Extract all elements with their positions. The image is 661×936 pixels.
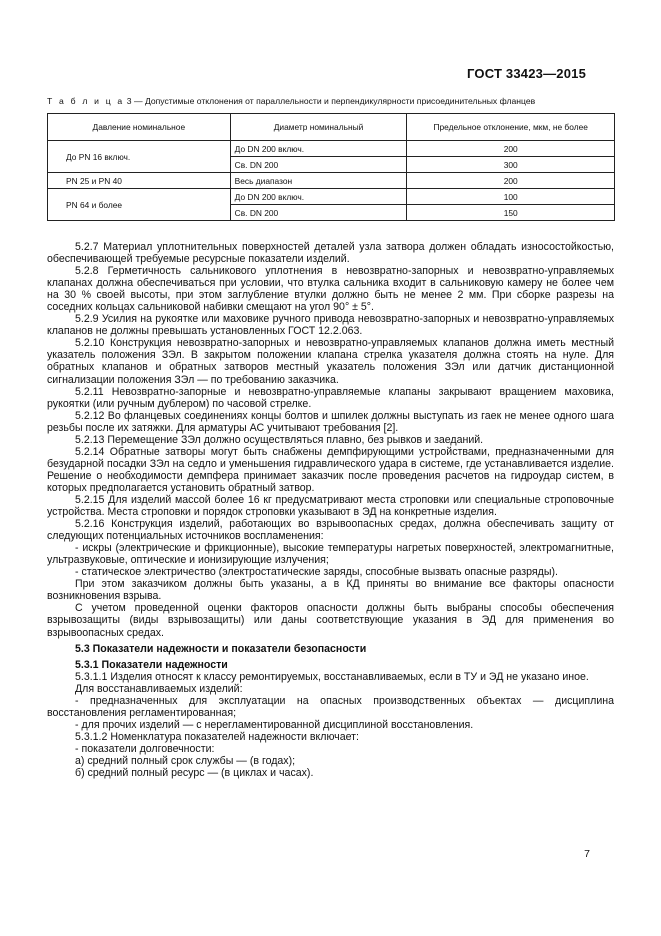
- tolerance-table: [47, 113, 615, 221]
- cell-diameter: До DN 200 включ.: [230, 141, 407, 157]
- paragraph-restorable: Для восстанавливаемых изделий:: [75, 682, 243, 695]
- table-caption: [47, 96, 617, 106]
- paragraph-5-3-1-2: 5.3.1.2 Номенклатура показателей надежности включает:: [75, 730, 359, 743]
- subsection-heading: 5.3.1 Показатели надежности: [75, 658, 228, 671]
- paragraph-5-2-12: 5.2.12 Во фланцевых соединениях концы болтов и шпилек должны выступать из гаек не менее одного шага резьбы после их затяжки. Для арматуры АС учитывают требования [2].: [47, 409, 614, 434]
- cell-value: 150: [407, 205, 615, 221]
- paragraph-5-2-13: 5.2.13 Перемещение ЗЭл должно осуществляться плавно, без рывков и заеданий.: [75, 433, 484, 446]
- cell-diameter: Весь диапазон: [230, 173, 407, 189]
- cell-diameter: До DN 200 включ.: [230, 189, 407, 205]
- cell-diameter: Св. DN 200: [230, 157, 407, 173]
- paragraph-5-2-7: 5.2.7 Материал уплотнительных поверхностей деталей узла затвора должен обладать износостойкостью, обеспечивающей требуемые ресурсные показатели изделий.: [47, 241, 614, 266]
- paragraph-5-2-16: 5.2.16 Конструкция изделий, работающих во взрывоопасных средах, должна обеспечивать защиту от следующих потенциальных источников воспламенения:: [47, 518, 614, 543]
- list-item: - предназначенных для эксплуатации на опасных производственных объектах — дисциплина восстановления регламентированная;: [47, 694, 614, 719]
- cell-pressure: PN 64 и более: [48, 189, 231, 221]
- paragraph-5-2-9: 5.2.9 Усилия на рукоятке или маховике ручного привода невозвратно-запорных и невозвратно-управляемых клапанов не должны превышать установленных ГОСТ 12.2.063.: [47, 313, 614, 338]
- table-caption-text: 3 — Допустимые отклонения от параллельности и перпендикулярности присоединительных фланцев: [126, 96, 536, 106]
- section-heading: 5.3 Показатели надежности и показатели безопасности: [75, 642, 367, 655]
- list-item: - показатели долговечности:: [75, 742, 215, 755]
- paragraph-5-2-15: 5.2.15 Для изделий массой более 16 кг предусматривают места строповки или специальные строповочные устройства. Места строповки и порядок строповки указывают в ЭД на конкретные изделия.: [47, 493, 614, 519]
- table-row: [48, 189, 615, 205]
- header-pressure: Давление номинальное: [48, 114, 231, 141]
- cell-value: 100: [407, 189, 615, 205]
- list-item: а) средний полный срок службы — (в годах);: [75, 754, 296, 767]
- cell-diameter: Св. DN 200: [230, 205, 407, 221]
- table-header-row: [48, 114, 615, 141]
- cell-pressure: До PN 16 включ.: [48, 141, 231, 173]
- list-item: - искры (электрические и фрикционные), высокие температуры нагретых поверхностей, электромагнитные, ультразвуковые, оптические и ионизирующие излучения;: [47, 542, 614, 567]
- cell-pressure: PN 25 и PN 40: [48, 173, 231, 189]
- paragraph-5-2-8: 5.2.8 Герметичность сальникового уплотнения в невозвратно-запорных и невозвратно-управляемых клапанах должна обеспечиваться при условии, что втулка сальника входит в сальниковую камеру не более чем на 30 % своей высоты, при этом заглубление втулки должно быть не менее 2 мм. При сборке разрезы на соседних кольцах сальниковой набивки смещают на угол 90° ± 5°.: [47, 265, 614, 314]
- document-header-id: ГОСТ 33423—2015: [467, 66, 586, 81]
- cell-value: 200: [407, 173, 615, 189]
- header-diameter: Диаметр номинальный: [230, 114, 407, 141]
- paragraph-5-2-14: 5.2.14 Обратные затворы могут быть снабжены демпфирующими устройствами, предназначенными для безударной посадки ЗЭл на седло и уменьшения гидравлического удара в системе, где устанавливается изделие. Решение о необходимости демпфера принимает заказчик после проведения расчетов на гидроудар систем, в которых предполагается установить обратный затвор.: [47, 445, 614, 494]
- page-number: 7: [584, 848, 590, 860]
- paragraph-5-2-11: 5.2.11 Невозвратно-запорные и невозвратно-управляемые клапаны закрывают вращением маховика, рукоятки (или ручным дублером) по часовой стрелке.: [47, 385, 614, 410]
- table-row: [48, 173, 615, 189]
- cell-value: 300: [407, 157, 615, 173]
- table-caption-label: Т а б л и ц а: [47, 96, 125, 106]
- paragraph-explosion-factors: При этом заказчиком должны быть указаны, а в КД приняты во внимание все факторы опасности возникновения взрыва.: [47, 578, 614, 603]
- list-item: - статическое электричество (электростатические заряды, способные вызвать опасные разряды).: [75, 566, 558, 579]
- list-item: - для прочих изделий — с нерегламентированной дисциплиной восстановления.: [75, 718, 474, 731]
- list-item: б) средний полный ресурс — (в циклах и часах).: [75, 767, 314, 780]
- paragraph-explosion-protection: С учетом проведенной оценки факторов опасности должны быть выбраны способы обеспечения взрывозащиты (виды взрывозащиты) или даны соответствующие указания в ЭД для применения во взрывоопасных средах.: [47, 602, 614, 639]
- document-body: [47, 241, 614, 779]
- paragraph-5-2-10: 5.2.10 Конструкция невозвратно-запорных и невозвратно-управляемых клапанов должна иметь местный указатель положения ЗЭл. В закрытом положении клапана стрелка указателя должна стоять на нуле. Для обратных клапанов и обратных затворов местный указатель положения ЗЭл или датчик дистанционной сигнализации положения ЗЭл — по требованию заказчика.: [47, 337, 614, 386]
- header-deviation: Предельное отклонение, мкм, не более: [407, 114, 615, 141]
- cell-value: 200: [407, 141, 615, 157]
- paragraph-5-3-1-1: 5.3.1.1 Изделия относят к классу ремонтируемых, восстанавливаемых, если в ТУ и ЭД не указано иное.: [75, 670, 589, 683]
- table-row: [48, 141, 615, 157]
